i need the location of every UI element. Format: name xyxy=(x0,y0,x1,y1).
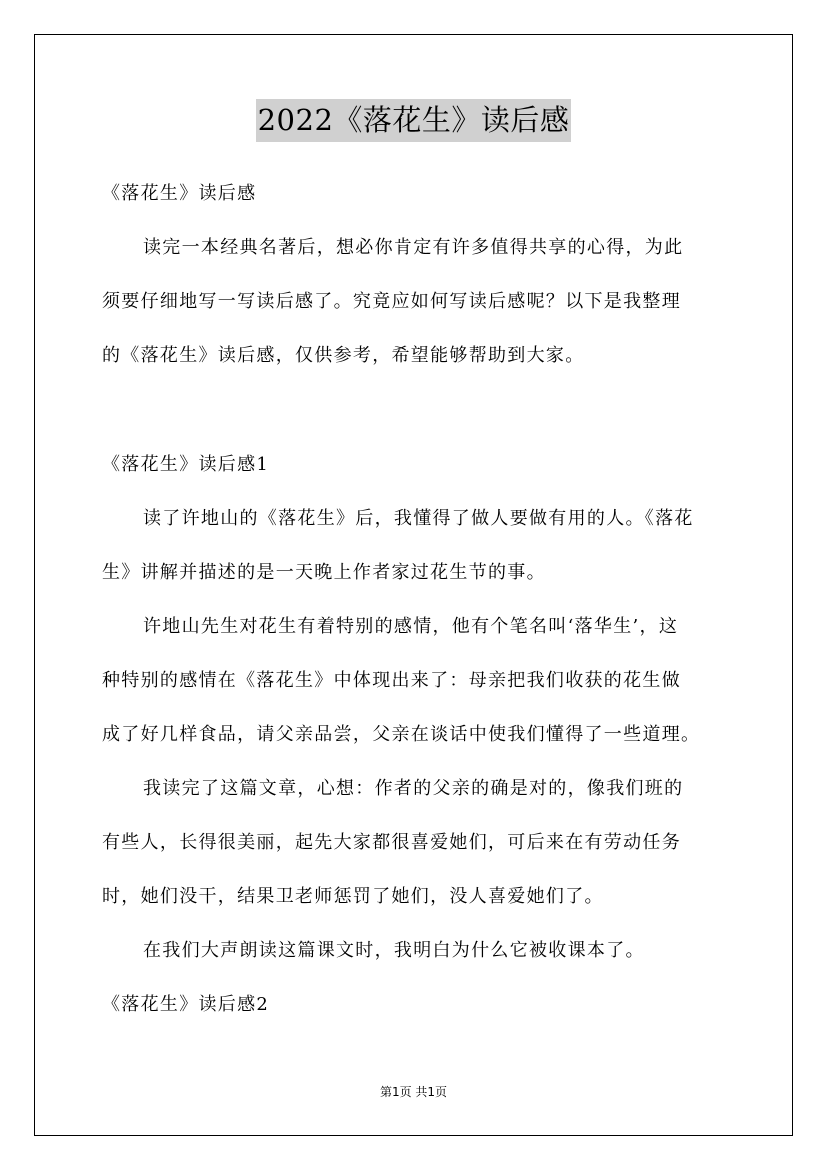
section-heading-intro: 《落花生》读后感 xyxy=(102,183,257,204)
page-footer: 第1页 共1页 xyxy=(379,1085,448,1099)
section-heading-1: 《落花生》读后感1 xyxy=(102,454,270,475)
paragraph-line: 我读完了这篇文章，心想：作者的父亲的确是对的，像我们班的 xyxy=(143,778,684,799)
paragraph-line: 许地山先生对花生有着特别的感情，他有个笔名叫‘落华生’，这 xyxy=(143,616,679,637)
title-container xyxy=(0,99,827,142)
paragraph-line: 读了许地山的《落花生》后，我懂得了做人要做有用的人。《落花 xyxy=(143,508,694,529)
paragraph-line: 生》讲解并描述的是一天晚上作者家过花生节的事。 xyxy=(102,562,546,583)
paragraph-line: 读完一本经典名著后，想必你肯定有许多值得共享的心得，为此 xyxy=(143,237,684,258)
paragraph-line: 在我们大声朗读这篇课文时，我明白为什么它被收课本了。 xyxy=(143,940,645,961)
paragraph-line: 种特别的感情在《落花生》中体现出来了：母亲把我们收获的花生做 xyxy=(102,670,681,691)
section-heading-2: 《落花生》读后感2 xyxy=(102,994,270,1015)
paragraph-line: 有些人，长得很美丽，起先大家都很喜爱她们，可后来在有劳动任务 xyxy=(102,832,681,853)
document-title: 2022《落花生》读后感 xyxy=(256,99,572,142)
paragraph-line: 须要仔细地写一写读后感了。究竟应如何写读后感呢？以下是我整理 xyxy=(102,291,681,312)
paragraph-line: 成了好几样食品，请父亲品尝，父亲在谈话中使我们懂得了一些道理。 xyxy=(102,724,701,745)
paragraph-line: 时，她们没干，结果卫老师惩罚了她们，没人喜爱她们了。 xyxy=(102,886,604,907)
paragraph-line: 的《落花生》读后感，仅供参考，希望能够帮助到大家。 xyxy=(102,345,585,366)
